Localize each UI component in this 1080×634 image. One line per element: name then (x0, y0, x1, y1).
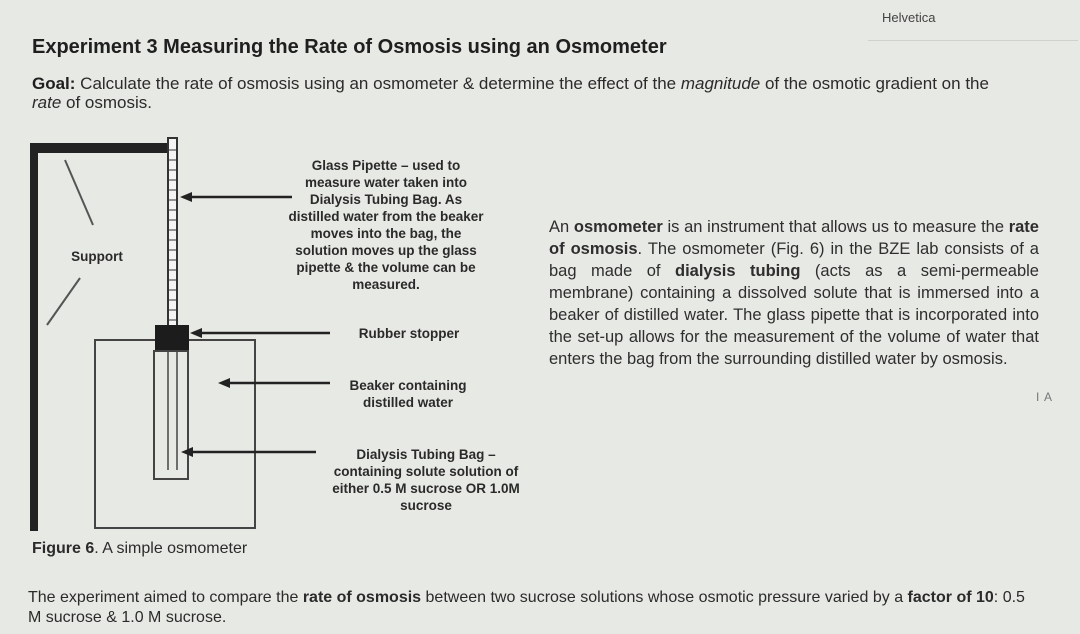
support-label: Support (71, 249, 123, 264)
description-bold: dialysis tubing (675, 262, 801, 280)
osmometer-description (549, 216, 1039, 370)
description-bold: osmometer (573, 218, 663, 236)
description-text: is an instrument that allows us to measure the (662, 218, 1009, 236)
aim-text: : 0.5 M sucrose & 1.0 M sucrose. (28, 589, 1025, 626)
description-bold: rate of osmosis (549, 218, 1039, 258)
goal-text: of the osmotic gradient on the (760, 74, 989, 93)
page-title: Experiment 3 Measuring the Rate of Osmosis using an Osmometer (32, 36, 667, 58)
aim-text: The experiment aimed to compare the (28, 589, 303, 606)
figure-caption-label: Figure 6 (32, 540, 95, 557)
goal-emphasis-rate: rate (32, 93, 62, 112)
aim-bold: factor of 10 (907, 589, 994, 606)
description-text: (acts as a semi-permeable membrane) containing a dissolved solute that is immersed into a beaker of distilled water. The glass pipette that is incorporated into the set-up allows for the measurement of the volume of water that enters the bag from the surrounding distilled water by osmosis. (549, 262, 1039, 368)
goal-text: Calculate the rate of osmosis using an osmometer & determine the effect of the (75, 74, 681, 93)
description-text: . The osmometer (Fig. 6) in the BZE lab consists of a bag made of (549, 240, 1039, 280)
bag-label: Dialysis Tubing Bag – containing solute solution of either 0.5 M sucrose OR 1.0M sucrose (332, 447, 520, 513)
beaker (95, 340, 255, 528)
goal-emphasis-magnitude: magnitude (680, 74, 761, 93)
aim-text: between two sucrose solutions whose osmotic pressure varied by a (421, 589, 908, 606)
beaker-label: Beaker containing distilled water (349, 378, 467, 410)
description-text: An (549, 218, 574, 236)
support-stroke (65, 160, 93, 225)
support-arm (30, 143, 173, 153)
aim-bold: rate of osmosis (302, 589, 422, 606)
experiment-aim (28, 588, 1038, 628)
pipette-label: Glass Pipette – used to measure water taken into Dialysis Tubing Bag. As distilled water from the beaker moves into the bag, the solution moves up the glass pipette & the volume can be measured. (288, 158, 484, 292)
goal-label: Goal: (32, 74, 76, 93)
font-name-value: Helvetica (882, 10, 936, 25)
support-stroke (47, 278, 80, 325)
figure-caption-text: . A simple osmometer (94, 540, 248, 557)
stopper-label: Rubber stopper (358, 326, 460, 341)
dialysis-bag (154, 351, 188, 479)
rubber-stopper (155, 325, 189, 351)
figure-caption (32, 540, 247, 558)
goal-text: of osmosis. (61, 93, 152, 112)
text-format-icon[interactable]: I A (1036, 390, 1054, 404)
support-stand (30, 143, 38, 531)
